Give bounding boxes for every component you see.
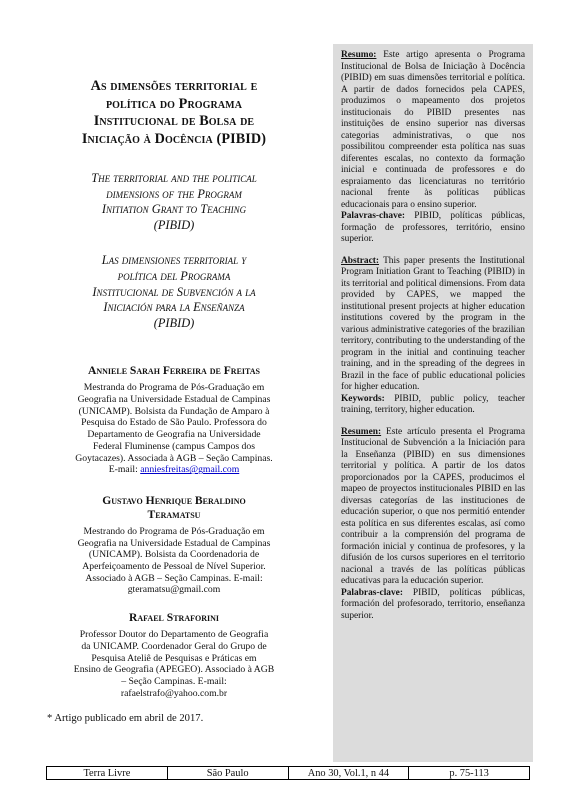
email-label: E-mail: — [108, 464, 141, 476]
keywords-block — [341, 394, 525, 417]
title-line: dimensions of the Program — [106, 186, 242, 201]
keywords-label: Keywords: — [341, 393, 385, 404]
journal-footer — [46, 766, 530, 780]
affiliation-line: Aperfeiçoamento de Pessoal de Nível Superior. — [82, 561, 266, 573]
title-line: Las dimensiones territorial y — [101, 253, 247, 268]
resumen-block — [341, 427, 525, 588]
email-link[interactable]: anniesfreitas@gmail.com — [140, 464, 240, 476]
footer-pages: p. 75-113 — [449, 768, 489, 779]
affiliation-line: Federal Fluminense (campus Campos dos — [93, 440, 255, 452]
author-name-line: Rafael Straforini — [128, 611, 220, 625]
title-line: Institucional de Bolsa de — [93, 113, 255, 129]
affiliation-line: (UNICAMP). Bolsista da Coordenadoria de — [88, 549, 260, 561]
abstract-block — [341, 256, 525, 394]
palabras-clave-block — [341, 588, 525, 623]
affiliation-line: Associado à AGB – Seção Campinas. E-mail: — [85, 572, 263, 584]
palabras-clave-text: PIBID, políticas públicas, formación del profesorado, territorio, enseñanza superior. — [341, 587, 525, 621]
affiliation-line: – Seção Campinas. E-mail: — [121, 676, 227, 687]
resumo-text: Este artigo apresenta o Programa Institucional de Bolsa de Iniciação à Docência (PIBID) em suas dimensões territorial e política. A partir de dados fornecidos pela CAPES, produzimos o mapeamento dos projetos institucionais do PIBID presentes nas instituições de ensino superior nas diversas categorias administrativas, o que nos possibilitou compreender esta política nas suas diferentes escalas, no contexto da formação inicial e continuada de professores e do espraiamento das licenciaturas no território nacional frente às políticas públicas educacionais para o ensino superior. — [341, 50, 525, 210]
abstract-sidebar — [333, 44, 533, 762]
affiliation-line: Geografia na Universidade Estadual de Campinas — [77, 537, 271, 549]
palavras-chave-label: Palavras-chave: — [341, 211, 406, 221]
title-line: Institucional de Subvención a la — [92, 284, 256, 299]
author-name — [40, 611, 308, 625]
affiliation-line: gteramatsu@gmail.com — [127, 584, 221, 596]
title-line: (PIBID) — [153, 217, 195, 232]
title-line: Initiation Grant to Teaching — [101, 202, 247, 217]
resumo-label: Resumo: — [341, 50, 377, 60]
front-matter — [40, 78, 308, 699]
author-affiliation — [40, 629, 308, 699]
resumen-text: Este artículo presenta el Programa Institucional de Subvención a la Iniciación para la Enseñanza (PIBID) en sus dimensiones territorial y política. A partir de los datos proporcionados por la CAPES, producimos el mapeo de proyectos institucionales PIBID en las diversas categorías de las instituciones de educación superior, o que nos permitió entender esta política en sus diferentes escalas, así como contribuir a la comprensión del programa de formación inicial y continua de profesores, y la difusión de los cursos superiores en el territorio nacional a través de las políticas públicas educativas para la educación superior. — [341, 426, 525, 586]
affiliation-line: Departamento de Geografia na Universidade — [87, 429, 261, 441]
affiliation-line: rafaelstrafo@yahoo.com.br — [120, 687, 228, 699]
english-title — [40, 171, 308, 233]
author-name-line: Teramatsu — [147, 507, 201, 521]
author-affiliation — [40, 526, 308, 596]
title-line: (PIBID) — [153, 315, 195, 330]
affiliation-line: Mestrando do Programa de Pós-Graduação em — [83, 525, 265, 537]
resumo-block — [341, 50, 525, 211]
affiliation-line: Professor Doutor do Departamento de Geografia — [79, 629, 269, 641]
affiliation-line: Mestranda do Programa de Pós-Graduação em — [83, 382, 265, 394]
title-line: The territorial and the political — [91, 171, 257, 185]
title-line: política do Programa — [105, 95, 243, 112]
title-line: As dimensões territorial e — [90, 78, 258, 94]
spacer — [341, 246, 525, 256]
affiliation-line — [40, 464, 308, 476]
abstract-text: This paper presents the Institutional Program Initiation Grant to Teaching (PIBID) in its territorial and political dimensions. From data provided by CAPES, we mapped the institutional present projects at higher education institutions covered by the program in the various administrative categories of the brazilian territory, contributing to the understanding of the program in the initial and continuing teacher training, and in the spreading of the degrees in Brazil in the face of public educational policies for higher education. — [341, 255, 525, 392]
title-line: política del Programa — [117, 268, 231, 283]
affiliation-line: Goytacazes). Associada à AGB – Seção Campinas. — [75, 452, 273, 464]
publication-footnote: * Artigo publicado em abril de 2017. — [47, 713, 204, 724]
spanish-title — [40, 253, 308, 331]
author-affiliation — [40, 382, 308, 476]
abstract-label: Abstract: — [341, 255, 380, 266]
affiliation-line: Geografia na Universidade Estadual de Campinas — [77, 394, 271, 406]
resumen-label: Resumen: — [341, 426, 382, 437]
palavras-chave-block — [341, 211, 525, 246]
affiliation-line: da UNICAMP. Coordenador Geral do Grupo de — [81, 640, 267, 652]
title-line: Iniciação à Docência (PIBID) — [81, 130, 267, 147]
spacer — [341, 417, 525, 427]
footer-volume: Ano 30, Vol.1, n 44 — [289, 767, 410, 779]
author-name — [40, 494, 308, 522]
palabras-clave-label: Palabras-clave: — [341, 587, 403, 598]
author-name-line: Anniele Sarah Ferreira de Freitas — [87, 364, 260, 378]
author-name-line: Gustavo Henrique Beraldino — [102, 493, 246, 507]
footer-city: São Paulo — [168, 767, 289, 779]
affiliation-line: (UNICAMP). Bolsista da Fundação de Amparo à — [78, 405, 270, 417]
author-name — [40, 364, 308, 378]
affiliation-line: Pesquisa do Estado de São Paulo. Professora do — [81, 417, 267, 429]
article-title — [40, 78, 308, 148]
footer-journal: Terra Livre — [47, 767, 168, 779]
affiliation-line: Pesquisa Ateliê de Pesquisas e Práticas em — [91, 652, 257, 664]
title-line: Iniciación para la Enseñanza — [103, 300, 245, 315]
keywords-text: PIBID, public policy, teacher training, territory, higher education. — [341, 393, 525, 415]
affiliation-line: Ensino de Geografia (APEGEO). Associado à AGB — [73, 664, 275, 676]
palavras-chave-text: PIBID, políticas públicas, formação de professores, território, ensino superior. — [341, 211, 525, 244]
